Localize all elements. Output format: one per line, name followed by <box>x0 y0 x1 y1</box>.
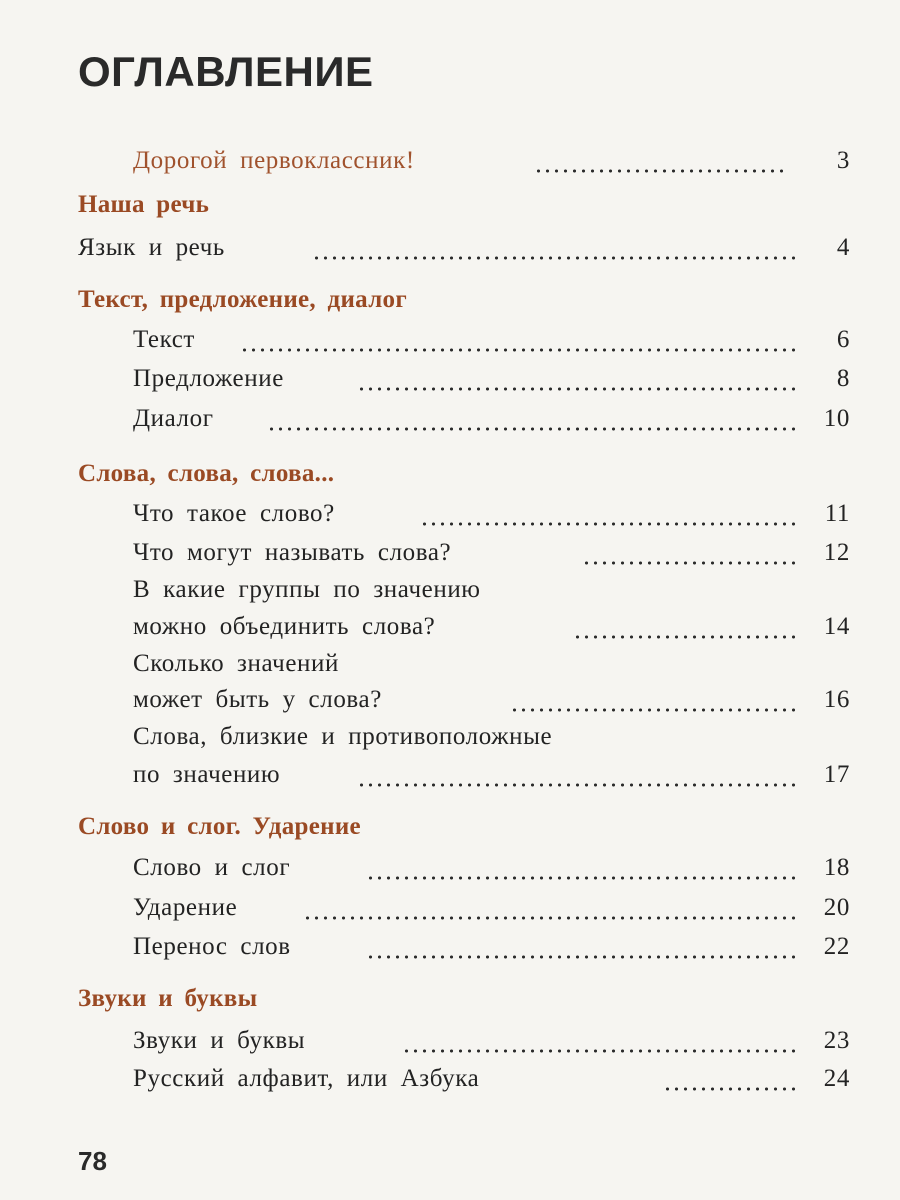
toc-entry-label: Перенос слов <box>133 933 291 960</box>
toc-page-number: 6 <box>836 326 850 353</box>
section-heading: Наша речь <box>78 191 210 218</box>
leader-dots <box>422 522 798 526</box>
toc-entry[interactable] <box>0 890 900 926</box>
toc-entry[interactable] <box>0 535 900 571</box>
toc-entry-label-line1: Сколько значений <box>133 650 339 677</box>
toc-entry[interactable] <box>0 1061 900 1097</box>
toc-entry[interactable] <box>0 361 900 397</box>
section-heading: Слово и слог. Ударение <box>78 813 361 840</box>
toc-page-number: 10 <box>823 405 850 432</box>
toc-page-number: 4 <box>836 234 850 261</box>
toc-entry-label-line1: В какие группы по значению <box>133 576 481 603</box>
leader-dots <box>243 348 798 352</box>
page-folio: 78 <box>78 1146 107 1176</box>
toc-entry[interactable] <box>0 682 900 718</box>
toc-page-number: 24 <box>823 1065 850 1092</box>
leader-dots <box>270 427 798 431</box>
toc-entry-label-line1: Слова, близкие и противоположные <box>133 723 553 750</box>
toc-entry-label: по значению <box>133 761 281 788</box>
toc-page-number: 11 <box>824 500 850 527</box>
toc-entry[interactable] <box>0 757 900 793</box>
toc-page-number: 17 <box>823 761 850 788</box>
leader-dots <box>536 169 786 173</box>
toc-page-number: 3 <box>836 147 850 174</box>
toc-entry-label: Текст <box>133 326 195 353</box>
toc-entry-label: может быть у слова? <box>133 686 382 713</box>
toc-entry[interactable] <box>0 850 900 886</box>
toc-entry[interactable] <box>0 609 900 645</box>
toc-entry[interactable] <box>0 401 900 437</box>
toc-page-number: 18 <box>823 854 850 881</box>
leader-dots <box>357 783 798 787</box>
toc-entry-label: можно объединить слова? <box>133 613 436 640</box>
section-heading: Текст, предложение, диалог <box>78 286 407 313</box>
toc-entry[interactable] <box>0 929 900 965</box>
leader-dots <box>356 387 798 391</box>
toc-page-number: 20 <box>823 894 850 921</box>
toc-entry-label: Русский алфавит, или Азбука <box>133 1065 480 1092</box>
leader-dots <box>312 256 798 260</box>
toc-entry-label: Что могут называть слова? <box>133 539 452 566</box>
leader-dots <box>665 1087 798 1091</box>
leader-dots <box>570 635 798 639</box>
toc-page-number: 8 <box>836 365 850 392</box>
toc-entry-label: Слово и слог <box>133 854 291 881</box>
toc-entry[interactable] <box>0 230 900 266</box>
section-heading: Слова, слова, слова... <box>78 460 335 487</box>
toc-entry-intro[interactable] <box>0 143 900 179</box>
page-title: ОГЛАВЛЕНИЕ <box>78 48 374 95</box>
leader-dots <box>400 1049 798 1053</box>
leader-dots <box>512 708 798 712</box>
leader-dots <box>300 916 798 920</box>
section-heading: Звуки и буквы <box>78 985 258 1012</box>
toc-entry-label: Предложение <box>133 365 284 392</box>
toc-entry-label: Что такое слово? <box>133 500 335 527</box>
toc-page-number: 22 <box>823 933 850 960</box>
toc-entry-label: Диалог <box>133 405 214 432</box>
toc-page-number: 23 <box>823 1027 850 1054</box>
toc-entry[interactable] <box>0 1023 900 1059</box>
toc-entry-label: Дорогой первоклассник! <box>133 147 415 174</box>
toc-entry[interactable] <box>0 496 900 532</box>
toc-entry-label: Ударение <box>133 894 238 921</box>
toc-entry-label: Язык и речь <box>78 234 225 261</box>
leader-dots <box>368 955 798 959</box>
toc-page-number: 14 <box>823 613 850 640</box>
leader-dots <box>584 561 798 565</box>
toc-page-number: 16 <box>823 686 850 713</box>
toc-entry-label: Звуки и буквы <box>133 1027 306 1054</box>
toc-entry[interactable] <box>0 322 900 358</box>
leader-dots <box>367 876 798 880</box>
toc-page-number: 12 <box>823 539 850 566</box>
